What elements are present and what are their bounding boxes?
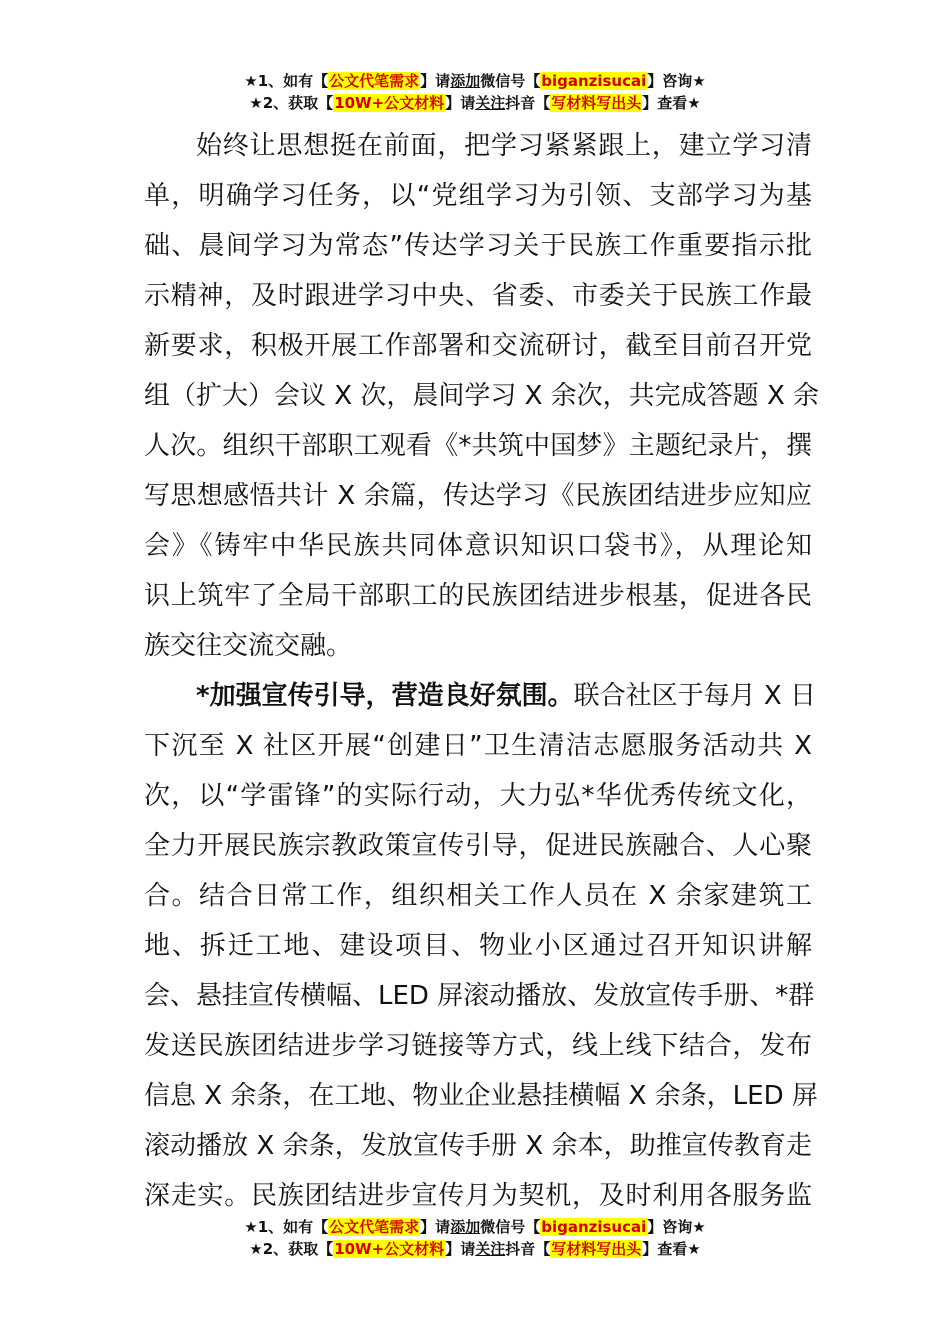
- banner-text: 抖音【: [505, 94, 551, 112]
- banner-underlined-text: 关注: [475, 1240, 506, 1258]
- banner-text: 抖音【: [505, 1240, 551, 1258]
- banner-highlight: 10W+公文材料: [334, 94, 445, 112]
- body-line: 单，明确学习任务，以“党组学习为引领、支部学习为基: [144, 181, 812, 211]
- body-line: 全力开展民族宗教政策宣传引导，促进民族融合、人心聚: [144, 831, 812, 861]
- body-line: 信息 X 余条，在工地、物业企业悬挂横幅 X 余条，LED 屏: [144, 1081, 818, 1111]
- document-body: [144, 121, 820, 1221]
- banner-line-2: [0, 92, 950, 114]
- paragraph-2-first-line: [144, 671, 816, 721]
- banner-text: 微信号【: [480, 1218, 541, 1236]
- body-line: 会》《铸牢中华民族共同体意识知识口袋书》，从理论知: [144, 531, 812, 561]
- banner-highlight: biganzisucai: [541, 1218, 647, 1236]
- body-line: 人次。组织干部职工观看《*共筑中国梦》主题纪录片，撰: [144, 431, 812, 461]
- banner-text: 】咨询★: [647, 72, 706, 90]
- banner-text: 】请: [420, 72, 451, 90]
- banner-underlined-text: 添加: [450, 1218, 481, 1236]
- banner-highlight: 写材料写出头: [551, 94, 642, 112]
- banner-text: ★1、如有【: [244, 72, 329, 90]
- body-line: 合。结合日常工作，组织相关工作人员在 X 余家建筑工: [144, 881, 812, 911]
- body-line: 地、拆迁工地、建设项目、物业小区通过召开知识讲解: [144, 931, 812, 961]
- banner-text: 】查看★: [642, 94, 701, 112]
- body-line: 识上筑牢了全局干部职工的民族团结进步根基，促进各民: [144, 581, 812, 611]
- body-line: 族交往交流交融。: [144, 631, 353, 661]
- banner-highlight: 写材料写出头: [551, 1240, 642, 1258]
- body-line: 组（扩大）会议 X 次，晨间学习 X 余次，共完成答题 X 余: [144, 381, 820, 411]
- body-line: 新要求，积极开展工作部署和交流研讨，截至目前召开党: [144, 331, 812, 361]
- banner-text: 】咨询★: [647, 1218, 706, 1236]
- banner-underlined-text: 关注: [475, 94, 506, 112]
- body-line: 次，以“学雷锋”的实际行动，大力弘*华优秀传统文化，: [144, 781, 812, 811]
- body-line: 深走实。民族团结进步宣传月为契机，及时利用各服务监: [144, 1181, 812, 1211]
- banner-text: 】查看★: [642, 1240, 701, 1258]
- banner-text: 】请: [445, 94, 476, 112]
- banner-highlight: 公文代笔需求: [329, 1218, 420, 1236]
- body-line: 发送民族团结进步学习链接等方式，线上线下结合，发布: [144, 1031, 812, 1061]
- banner-text: 微信号【: [480, 72, 541, 90]
- body-line: 写思想感悟共计 X 余篇，传达学习《民族团结进步应知应: [144, 481, 812, 511]
- banner-text: ★1、如有【: [244, 1218, 329, 1236]
- paragraph-text: 联合社区于每月 X 日: [573, 681, 816, 711]
- banner-line-2: [0, 1238, 950, 1260]
- banner-text: 】请: [445, 1240, 476, 1258]
- paragraph-heading: *加强宣传引导，营造良好氛围。: [196, 681, 574, 711]
- banner-text: ★2、获取【: [249, 94, 334, 112]
- body-line: 础、晨间学习为常态”传达学习关于民族工作重要指示批: [144, 231, 812, 261]
- banner-highlight: biganzisucai: [541, 72, 647, 90]
- header-banner: [0, 70, 950, 114]
- body-line: 下沉至 X 社区开展“创建日”卫生清洁志愿服务活动共 X: [144, 731, 812, 761]
- banner-highlight: 公文代笔需求: [329, 72, 420, 90]
- body-line: 始终让思想挺在前面，把学习紧紧跟上，建立学习清: [196, 131, 812, 161]
- body-line: 示精神，及时跟进学习中央、省委、市委关于民族工作最: [144, 281, 812, 311]
- banner-underlined-text: 添加: [450, 72, 481, 90]
- body-line: 会、悬挂宣传横幅、LED 屏滚动播放、发放宣传手册、*群: [144, 981, 815, 1011]
- banner-line-1: [0, 1216, 950, 1238]
- footer-banner: [0, 1216, 950, 1260]
- banner-line-1: [0, 70, 950, 92]
- banner-text: ★2、获取【: [249, 1240, 334, 1258]
- banner-highlight: 10W+公文材料: [334, 1240, 445, 1258]
- banner-text: 】请: [420, 1218, 451, 1236]
- body-line: 滚动播放 X 余条，发放宣传手册 X 余本，助推宣传教育走: [144, 1131, 812, 1161]
